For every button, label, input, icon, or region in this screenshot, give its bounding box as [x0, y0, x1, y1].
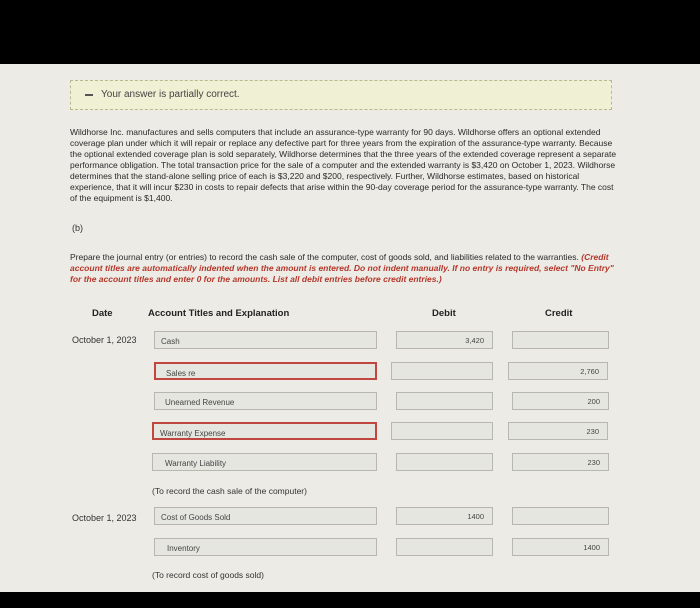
credit-field-cash[interactable]	[512, 331, 609, 349]
credit-field-warranty-expense[interactable]: 230	[508, 422, 608, 440]
instructions-text: Prepare the journal entry (or entries) to record the cash sale of the computer, cost of goods sold, and liabilities related to the warranties.	[70, 252, 579, 262]
account-field-cash[interactable]: Cash	[154, 331, 377, 349]
account-field-unearned-revenue[interactable]: Unearned Revenue	[154, 392, 377, 410]
minus-icon	[85, 94, 93, 96]
credit-field-unearned-revenue[interactable]: 200	[512, 392, 609, 410]
credit-field-inventory[interactable]: 1400	[512, 538, 609, 556]
account-field-warranty-liability[interactable]: Warranty Liability	[152, 453, 377, 471]
account-field-cost-of-goods-sold[interactable]: Cost of Goods Sold	[154, 507, 377, 525]
credit-field-cost-of-goods-sold[interactable]	[512, 507, 609, 525]
debit-field-unearned-revenue[interactable]	[396, 392, 493, 410]
entry2-memo: (To record cost of goods sold)	[152, 570, 264, 580]
debit-field-cost-of-goods-sold[interactable]: 1400	[396, 507, 493, 525]
debit-field-cash[interactable]: 3,420	[396, 331, 493, 349]
debit-field-sales[interactable]	[391, 362, 493, 380]
account-header: Account Titles and Explanation	[148, 308, 290, 319]
credit-header: Credit	[545, 308, 573, 319]
partially-correct-banner	[70, 80, 612, 110]
debit-header: Debit	[432, 308, 456, 319]
bottom-dark-bar	[0, 592, 700, 608]
part-label: (b)	[72, 223, 83, 233]
instructions-note: (Credit account titles are automatically indented when the amount is entered. Do not indent manually. If no entry is required, select "No Entry" for the account titles and enter 0 for the amounts. List all debit entries before credit entries.)	[70, 252, 614, 284]
account-field-warranty-expense[interactable]: Warranty Expense	[152, 422, 377, 440]
debit-field-warranty-liability[interactable]	[396, 453, 493, 471]
problem-text: Wildhorse Inc. manufactures and sells computers that include an assurance-type warranty for 90 days. Wildhorse offers an optional extended coverage plan under which it will repair or replace any defective part for three years from the expiration of the assurance-type warranty. Because the optional extended coverage plan is sold separately, Wildhorse determines that the three years of the extended coverage represent a separate performance obligation. The total transaction price for the sale of a computer and the extended warranty is $3,420 on October 1, 2023. Wildhorse determines that the stand-alone selling price of each is $3,220 and $200, respectively. Further, Wildhorse estimates, based on historical experience, that it will incur $230 in costs to repair defects that arise within the 90-day coverage period for the assurance-type warranty. The cost of the equipment is $1,400.	[70, 127, 617, 203]
instructions	[70, 252, 622, 285]
entry1-memo: (To record the cash sale of the computer)	[152, 486, 307, 496]
entry2-date: October 1, 2023	[72, 513, 137, 523]
date-header: Date	[92, 308, 113, 319]
debit-field-warranty-expense[interactable]	[391, 422, 493, 440]
question-page	[0, 64, 700, 592]
credit-field-warranty-liability[interactable]: 230	[512, 453, 609, 471]
debit-field-inventory[interactable]	[396, 538, 493, 556]
banner-message: Your answer is partially correct.	[101, 89, 240, 100]
account-field-sales[interactable]: Sales re	[154, 362, 377, 380]
credit-field-sales[interactable]: 2,760	[508, 362, 608, 380]
account-field-inventory[interactable]: Inventory	[154, 538, 377, 556]
entry1-date: October 1, 2023	[72, 335, 137, 345]
